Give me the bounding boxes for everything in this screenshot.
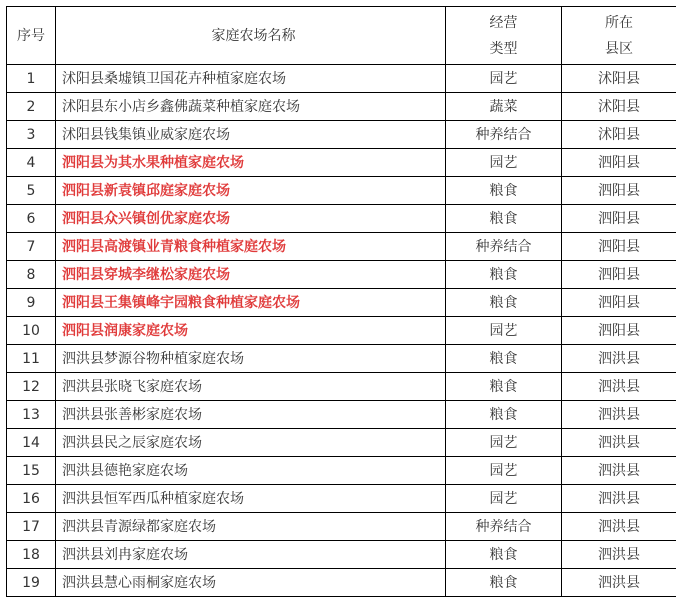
row-county: 泗洪县 [562, 429, 676, 457]
table-row [7, 429, 676, 457]
row-serial-number: 19 [7, 569, 56, 597]
table-row [7, 569, 676, 597]
row-county: 泗阳县 [562, 261, 676, 289]
row-serial-number: 13 [7, 401, 56, 429]
row-business-type: 种养结合 [446, 513, 562, 541]
row-serial-number: 14 [7, 429, 56, 457]
row-farm-name: 泗阳县王集镇峰宇园粮食种植家庭农场 [56, 289, 446, 317]
row-business-type: 粮食 [446, 177, 562, 205]
row-business-type: 粮食 [446, 205, 562, 233]
header-business-type-line1: 经营 [489, 14, 518, 31]
family-farm-table [6, 6, 676, 597]
table-row [7, 121, 676, 149]
row-serial-number: 11 [7, 345, 56, 373]
table-row [7, 373, 676, 401]
row-county: 泗阳县 [562, 205, 676, 233]
row-county: 泗洪县 [562, 485, 676, 513]
row-farm-name: 泗阳县穿城李继松家庭农场 [56, 261, 446, 289]
row-serial-number: 6 [7, 205, 56, 233]
row-serial-number: 2 [7, 93, 56, 121]
row-business-type: 粮食 [446, 401, 562, 429]
row-county: 泗洪县 [562, 401, 676, 429]
row-serial-number: 10 [7, 317, 56, 345]
row-farm-name: 泗洪县慧心雨桐家庭农场 [56, 569, 446, 597]
row-serial-number: 15 [7, 457, 56, 485]
row-business-type: 粮食 [446, 261, 562, 289]
row-farm-name: 泗洪县德艳家庭农场 [56, 457, 446, 485]
row-farm-name: 泗阳县润康家庭农场 [56, 317, 446, 345]
row-farm-name: 泗阳县高渡镇业青粮食种植家庭农场 [56, 233, 446, 261]
row-business-type: 园艺 [446, 65, 562, 93]
header-county [562, 7, 676, 65]
row-county: 泗洪县 [562, 541, 676, 569]
row-business-type: 园艺 [446, 317, 562, 345]
table-row [7, 457, 676, 485]
table-row [7, 93, 676, 121]
row-business-type: 粮食 [446, 289, 562, 317]
row-serial-number: 12 [7, 373, 56, 401]
header-farm-name: 家庭农场名称 [56, 7, 446, 65]
row-serial-number: 3 [7, 121, 56, 149]
row-farm-name: 泗洪县刘冉家庭农场 [56, 541, 446, 569]
row-county: 泗洪县 [562, 345, 676, 373]
header-county-line1: 所在 [605, 14, 633, 31]
row-farm-name: 泗洪县民之辰家庭农场 [56, 429, 446, 457]
table-row [7, 205, 676, 233]
row-county: 泗洪县 [562, 373, 676, 401]
row-business-type: 粮食 [446, 569, 562, 597]
row-farm-name: 沭阳县东小店乡鑫佛蔬菜种植家庭农场 [56, 93, 446, 121]
row-county: 沭阳县 [562, 65, 676, 93]
table-row [7, 65, 676, 93]
row-business-type: 粮食 [446, 373, 562, 401]
row-farm-name: 泗洪县张善彬家庭农场 [56, 401, 446, 429]
row-farm-name: 泗阳县新袁镇邱庭家庭农场 [56, 177, 446, 205]
row-business-type: 粮食 [446, 345, 562, 373]
table-row [7, 541, 676, 569]
row-serial-number: 17 [7, 513, 56, 541]
row-business-type: 园艺 [446, 149, 562, 177]
header-business-type [446, 7, 562, 65]
table-row [7, 401, 676, 429]
row-county: 泗阳县 [562, 149, 676, 177]
row-serial-number: 16 [7, 485, 56, 513]
row-county: 沭阳县 [562, 121, 676, 149]
row-business-type: 种养结合 [446, 121, 562, 149]
row-county: 泗阳县 [562, 317, 676, 345]
row-serial-number: 18 [7, 541, 56, 569]
header-serial-number: 序号 [7, 7, 56, 65]
row-serial-number: 1 [7, 65, 56, 93]
row-farm-name: 泗阳县为其水果种植家庭农场 [56, 149, 446, 177]
table-row [7, 345, 676, 373]
table-row [7, 149, 676, 177]
row-farm-name: 沭阳县桑墟镇卫国花卉种植家庭农场 [56, 65, 446, 93]
row-business-type: 园艺 [446, 485, 562, 513]
row-serial-number: 4 [7, 149, 56, 177]
table-row [7, 233, 676, 261]
row-county: 泗洪县 [562, 569, 676, 597]
row-county: 泗洪县 [562, 513, 676, 541]
row-business-type: 园艺 [446, 457, 562, 485]
table-row [7, 261, 676, 289]
table-row [7, 289, 676, 317]
row-farm-name: 泗洪县梦源谷物种植家庭农场 [56, 345, 446, 373]
row-county: 泗阳县 [562, 233, 676, 261]
row-business-type: 蔬菜 [446, 93, 562, 121]
row-serial-number: 9 [7, 289, 56, 317]
header-county-line2: 县区 [605, 40, 633, 57]
row-farm-name: 泗阳县众兴镇创优家庭农场 [56, 205, 446, 233]
row-county: 沭阳县 [562, 93, 676, 121]
table-row [7, 177, 676, 205]
row-farm-name: 泗洪县恒军西瓜种植家庭农场 [56, 485, 446, 513]
row-business-type: 粮食 [446, 541, 562, 569]
row-farm-name: 沭阳县钱集镇业威家庭农场 [56, 121, 446, 149]
row-serial-number: 5 [7, 177, 56, 205]
header-business-type-line2: 类型 [489, 40, 518, 57]
table-row [7, 317, 676, 345]
row-county: 泗阳县 [562, 289, 676, 317]
row-county: 泗洪县 [562, 457, 676, 485]
row-business-type: 种养结合 [446, 233, 562, 261]
row-serial-number: 8 [7, 261, 56, 289]
row-farm-name: 泗洪县青源绿都家庭农场 [56, 513, 446, 541]
row-serial-number: 7 [7, 233, 56, 261]
table-row [7, 513, 676, 541]
table-row [7, 485, 676, 513]
table-header-row [7, 7, 676, 65]
row-farm-name: 泗洪县张晓飞家庭农场 [56, 373, 446, 401]
row-county: 泗阳县 [562, 177, 676, 205]
row-business-type: 园艺 [446, 429, 562, 457]
